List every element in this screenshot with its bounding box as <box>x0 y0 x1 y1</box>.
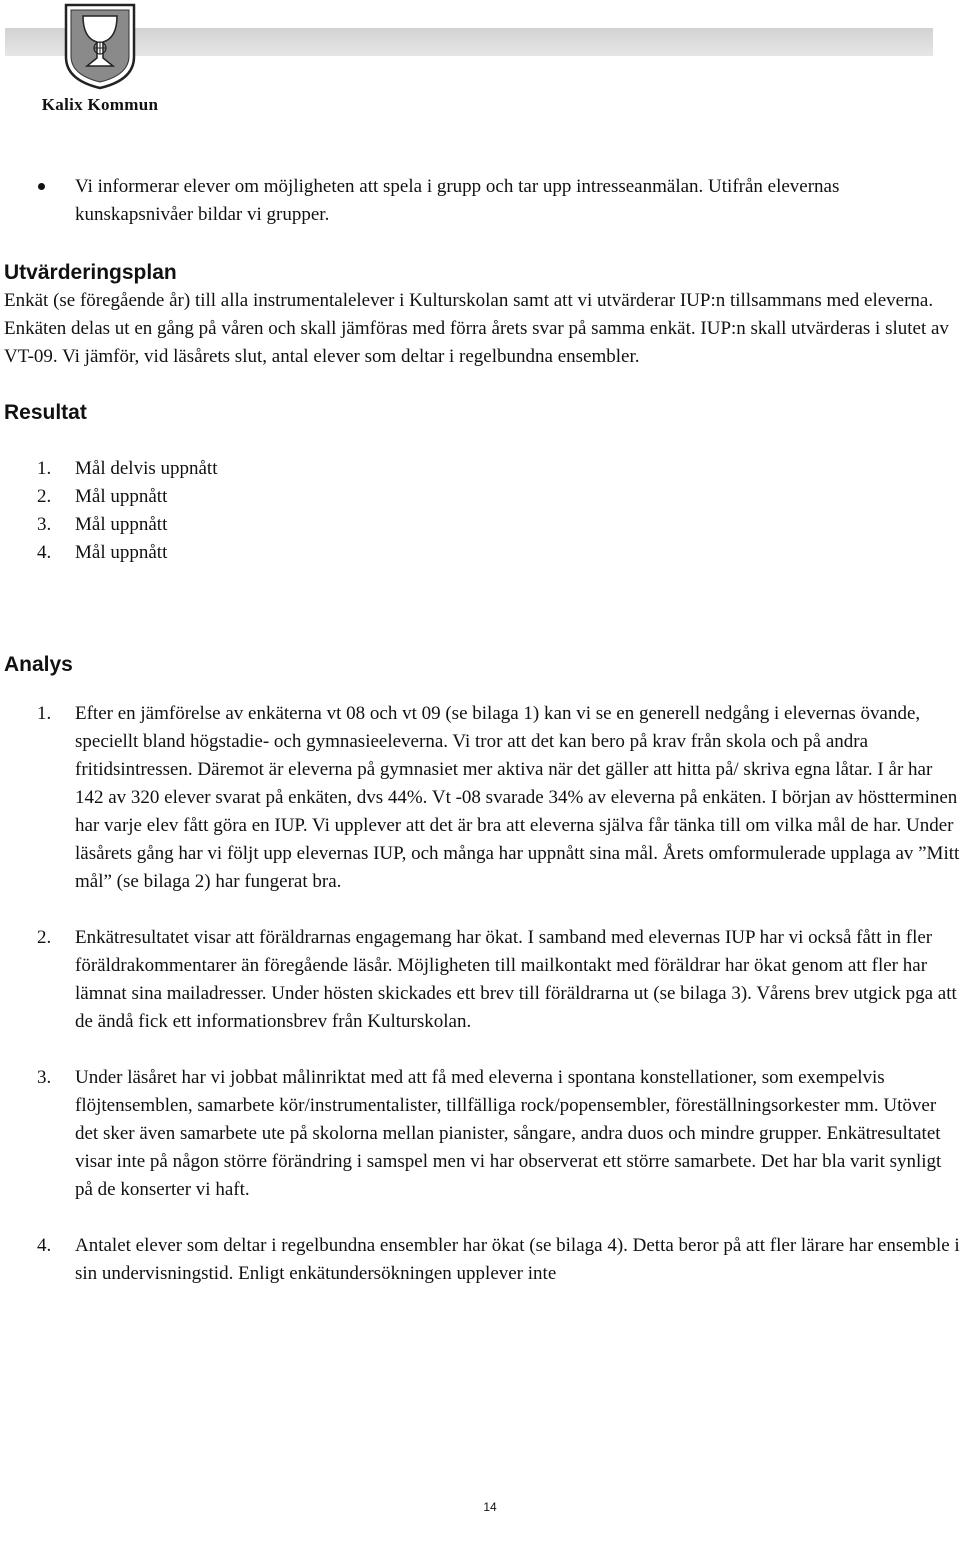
organization-name: Kalix Kommun <box>41 95 159 114</box>
header-bar <box>5 28 933 56</box>
list-number: 2. <box>37 927 52 948</box>
list-number: 4. <box>37 542 52 563</box>
bullet-item <box>4 173 960 229</box>
list-item <box>4 483 960 511</box>
list-item <box>4 511 960 539</box>
resultat-heading: Resultat <box>4 401 87 424</box>
list-text: Mål delvis uppnått <box>75 458 218 479</box>
list-text: Mål uppnått <box>75 486 168 507</box>
list-item <box>4 539 960 567</box>
analys-text: Efter en jämförelse av enkäterna vt 08 och vt 09 (se bilaga 1) kan vi se en generell nedgång i elevernas övande, speciellt bland högstadie- och gymnasieeleverna. Vi tror att det kan bero på krav från skola och på andra fritidsintressen. Däremot är eleverna på gymnasiet mer aktiva när det gäller att hitta på/ skriva egna låtar. I år har 142 av 320 elever svarat på enkäten, dvs 44%. Vt -08 svarade 34% av eleverna på enkäten. I början av höstterminen har varje elev fått göra en IUP. Vi upplever att det är bra att eleverna själva får tänka till om vilka mål de har. Under läsårets gång har vi följt upp elevernas IUP, och många har uppnått sina mål. Årets omformulerade upplaga av ”Mitt mål” (se bilaga 2) har fungerat bra. <box>75 703 960 892</box>
list-number: 2. <box>37 486 52 507</box>
analys-text: Enkätresultatet visar att föräldrarnas engagemang har ökat. I samband med elevernas IUP har vi också fått in fler föräldrakommentarer än föregående läsår. Möjligheten till mailkontakt med föräldrar har ökat genom att fler har lämnat sina mailadresser. Under hösten skickades ett brev till föräldrarna ut (se bilaga 3). Vårens brev utgick pga att de ändå fick ett informationsbrev från Kulturskolan. <box>75 927 957 1032</box>
analys-text: Under läsåret har vi jobbat målinriktat med att få med eleverna i spontana konstellationer, som exempelvis flöjtensemblen, samarbete kör/instrumentalister, tillfälliga rock/popensembler, föreställningsorkester mm. Utöver det sker även samarbete ute på skolorna mellan pianister, sångare, andra duos och mindre grupper. Enkätresultatet visar inte på någon större förändring i samspel men vi har observerat ett större samarbete. Det har bla varit synligt på de konserter vi haft. <box>75 1067 942 1200</box>
list-text: Mål uppnått <box>75 542 168 563</box>
utvarderingsplan-text: Enkät (se föregående år) till alla instrumentalelever i Kulturskolan samt att vi utvärderar IUP:n tillsammans med eleverna. Enkäten delas ut en gång på våren och skall jämföras med förra årets svar på samma enkät. IUP:n skall utvärderas i slutet av VT-09. Vi jämför, vid läsårets slut, antal elever som deltar i regelbundna ensembler. <box>4 290 949 367</box>
page-header <box>0 0 960 120</box>
utvarderingsplan-heading: Utvärderingsplan <box>4 261 177 284</box>
list-number: 1. <box>37 703 52 724</box>
analys-item <box>4 1232 960 1288</box>
analys-item <box>4 1064 960 1204</box>
bullet-icon <box>38 183 45 190</box>
page-number: 14 <box>483 1500 497 1514</box>
analys-item <box>4 700 960 896</box>
analys-heading: Analys <box>4 653 73 676</box>
list-number: 3. <box>37 1067 52 1088</box>
list-item <box>4 455 960 483</box>
list-number: 3. <box>37 514 52 535</box>
list-number: 4. <box>37 1235 52 1256</box>
kalix-coat-of-arms-logo <box>63 2 137 90</box>
analys-text: Antalet elever som deltar i regelbundna ensembler har ökat (se bilaga 4). Detta beror på att fler lärare har ensemble i sin undervisningstid. Enligt enkätundersökningen upplever inte <box>75 1235 960 1284</box>
resultat-list <box>4 455 960 567</box>
list-number: 1. <box>37 458 52 479</box>
list-text: Mål uppnått <box>75 514 168 535</box>
document-body <box>4 173 960 1288</box>
bullet-text: Vi informerar elever om möjligheten att spela i grupp och tar upp intresseanmälan. Utifrån elevernas kunskapsnivåer bildar vi grupper. <box>75 176 840 225</box>
analys-item <box>4 924 960 1036</box>
